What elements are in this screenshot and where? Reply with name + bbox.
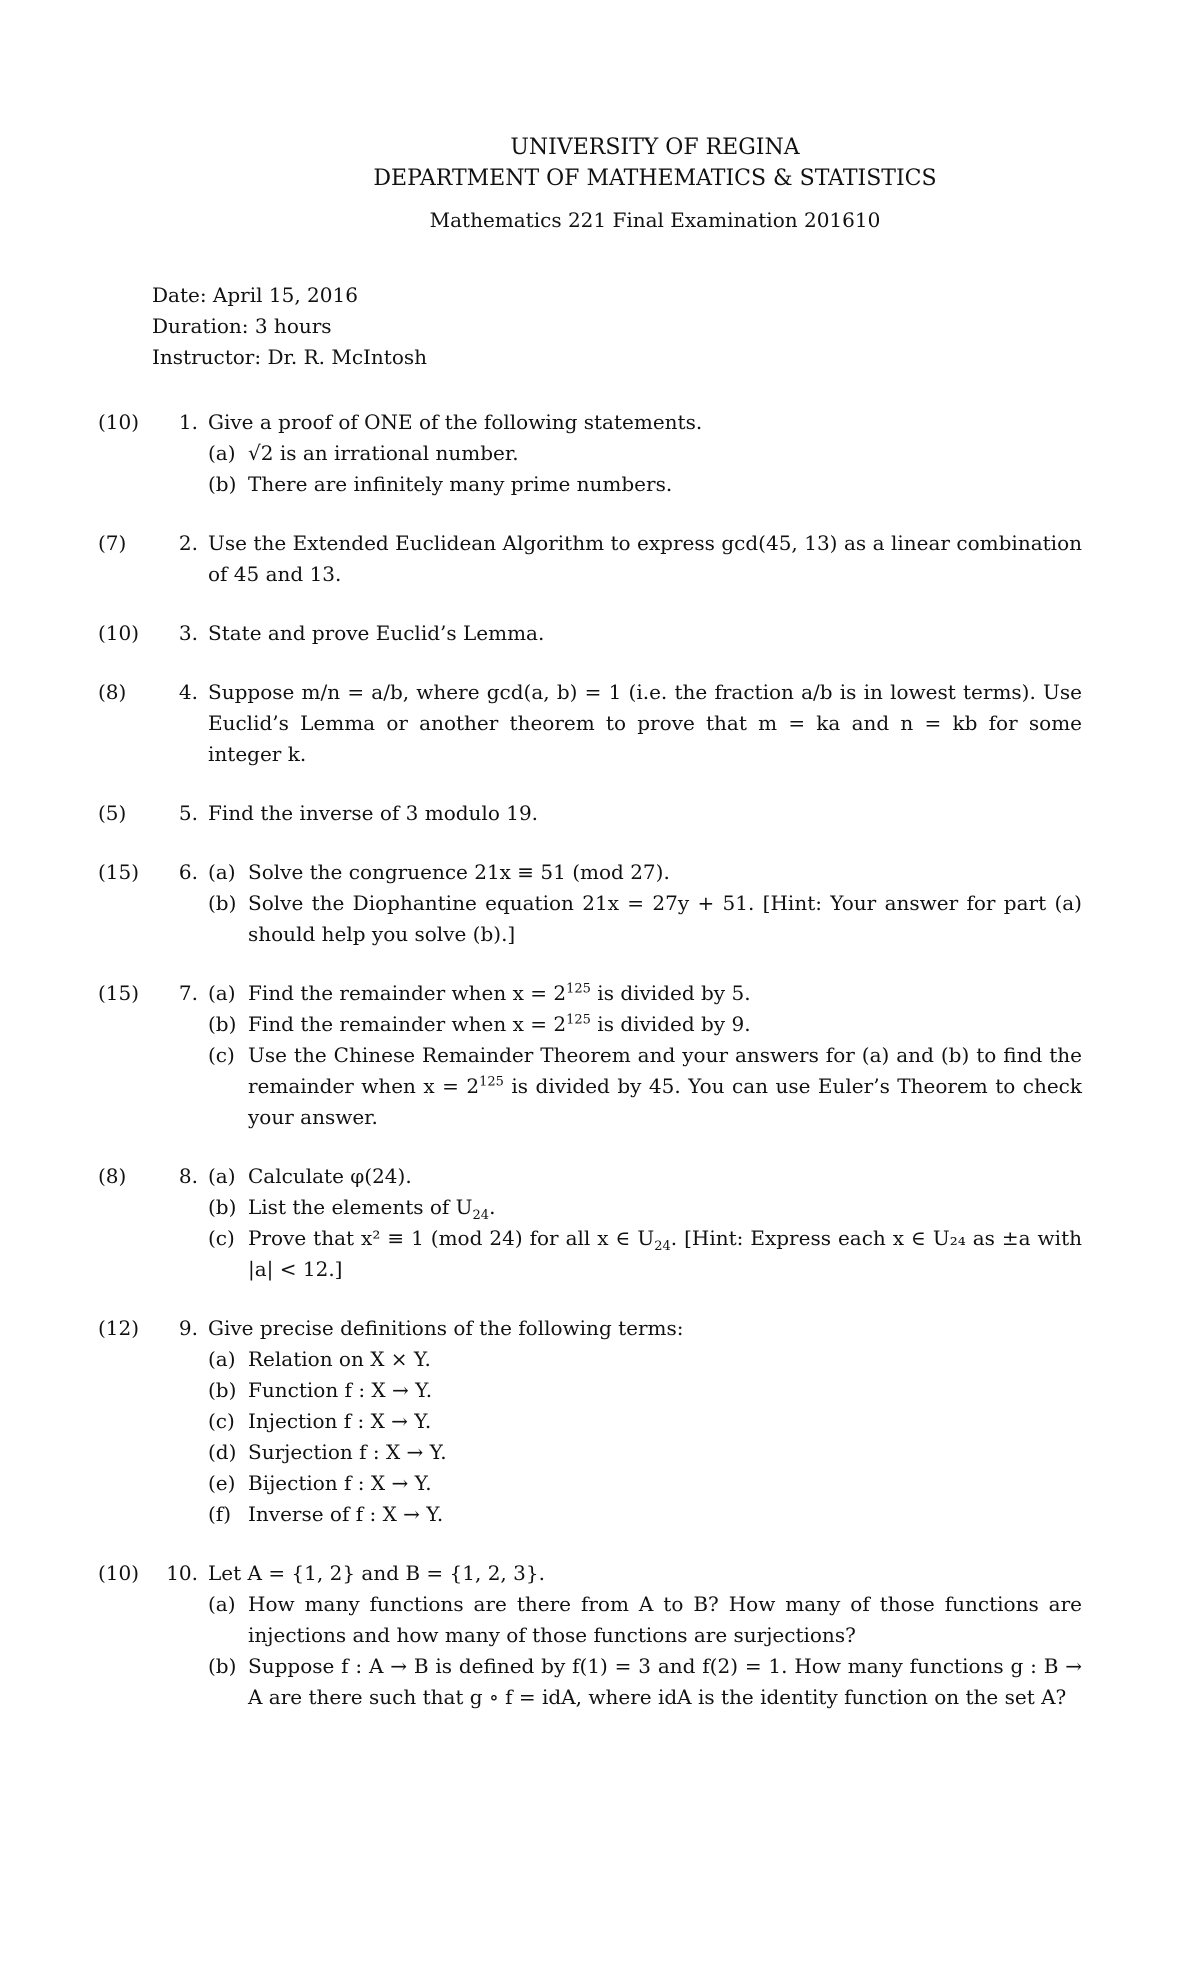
part-text: Solve the congruence 21x ≡ 51 (mod 27).: [248, 860, 670, 884]
question-number: 7.: [178, 981, 198, 1005]
part-label: (b): [208, 891, 237, 915]
part-text: Injection f : X → Y.: [248, 1409, 432, 1433]
question-part: [208, 1344, 1082, 1375]
part-text: [248, 1009, 1082, 1040]
part-text: √2 is an irrational number.: [248, 441, 519, 465]
question-marks: (10): [98, 1561, 140, 1585]
question-marks: (12): [98, 1316, 140, 1340]
part-text: [248, 1223, 1082, 1285]
part-text: Bijection f : X → Y.: [248, 1471, 432, 1495]
question-4: [98, 677, 1082, 770]
question-number: 8.: [178, 1164, 198, 1188]
question-number: 6.: [178, 860, 198, 884]
question-part: [208, 857, 1082, 888]
question-marks: (8): [98, 1164, 127, 1188]
question-number: 1.: [178, 410, 198, 434]
part-text-before: Find the remainder when x = 2: [248, 981, 567, 1005]
question-marks: (10): [98, 621, 140, 645]
question-part: [208, 1192, 1082, 1223]
question-body: [208, 1558, 1082, 1713]
part-label: (b): [208, 1195, 237, 1219]
question-body: [208, 1161, 1082, 1285]
question-number: 10.: [166, 1561, 198, 1585]
part-text: Calculate φ(24).: [248, 1164, 412, 1188]
question-marks: (5): [98, 801, 127, 825]
question-stem: Give precise definitions of the following terms:: [208, 1316, 684, 1340]
question-10: [98, 1558, 1082, 1713]
part-label: (a): [208, 1592, 236, 1616]
question-part: [208, 1009, 1082, 1040]
part-label: (f): [208, 1502, 232, 1526]
part-label: (a): [208, 441, 236, 465]
part-text: [248, 1040, 1082, 1133]
question-stem: Use the Extended Euclidean Algorithm to express gcd(45, 13) as a linear combination of 45 and 13.: [208, 531, 1082, 586]
question-marks: (8): [98, 680, 127, 704]
exponent: 125: [566, 981, 591, 997]
question-body: [208, 618, 1082, 649]
question-part: [208, 1040, 1082, 1133]
part-text-after: . [Hint: Express each x ∈ U₂₄ as ±a with |a| < 12.]: [248, 1226, 1082, 1281]
part-text-after: is divided by 9.: [590, 1012, 751, 1036]
question-part: [208, 438, 1082, 469]
question-number: 5.: [178, 801, 198, 825]
exam-duration: Duration: 3 hours: [152, 314, 332, 338]
question-stem: Find the inverse of 3 modulo 19.: [208, 801, 539, 825]
question-part: [208, 1499, 1082, 1530]
part-label: (c): [208, 1226, 235, 1250]
question-body: [208, 528, 1082, 590]
question-marks: (15): [98, 860, 140, 884]
question-9: [98, 1313, 1082, 1530]
part-label: (b): [208, 472, 237, 496]
question-marks: (10): [98, 410, 140, 434]
question-marks: (7): [98, 531, 127, 555]
question-body: [208, 677, 1082, 770]
part-label: (b): [208, 1012, 237, 1036]
question-number: 2.: [178, 531, 198, 555]
question-1: [98, 407, 1082, 500]
question-number: 4.: [178, 680, 198, 704]
exam-instructor: Instructor: Dr. R. McIntosh: [152, 345, 428, 369]
part-text: Solve the Diophantine equation 21x = 27y + 51. [Hint: Your answer for part (a) should help you solve (b).]: [248, 891, 1082, 946]
part-text: Relation on X × Y.: [248, 1347, 431, 1371]
question-3: [98, 618, 1082, 649]
exam-date: Date: April 15, 2016: [152, 283, 358, 307]
question-part: [208, 1375, 1082, 1406]
part-text-before: Use the Chinese Remainder Theorem and your answers for (a) and (b) to find the remainder when x = 2: [248, 1043, 1082, 1098]
question-body: [208, 407, 1082, 500]
question-2: [98, 528, 1082, 590]
part-label: (a): [208, 981, 236, 1005]
part-text-before: List the elements of U: [248, 1195, 473, 1219]
question-8: [98, 1161, 1082, 1285]
department-name: DEPARTMENT OF MATHEMATICS & STATISTICS: [373, 166, 937, 191]
exam-title: Mathematics 221 Final Examination 201610: [429, 208, 881, 232]
question-part: [208, 1589, 1082, 1651]
subscript: 24: [472, 1208, 490, 1223]
exponent: 125: [566, 1012, 591, 1028]
exam-header: [110, 132, 1200, 236]
question-stem: Give a proof of ONE of the following statements.: [208, 410, 703, 434]
question-part: [208, 1223, 1082, 1285]
question-part: [208, 1651, 1082, 1713]
question-stem: State and prove Euclid’s Lemma.: [208, 621, 545, 645]
part-text: Surjection f : X → Y.: [248, 1440, 447, 1464]
part-text: Function f : X → Y.: [248, 1378, 433, 1402]
part-text-after: .: [489, 1195, 496, 1219]
part-text-before: Prove that x² ≡ 1 (mod 24) for all x ∈ U: [248, 1226, 655, 1250]
question-part: [208, 469, 1082, 500]
exponent: 125: [479, 1074, 504, 1090]
part-label: (d): [208, 1440, 237, 1464]
question-5: [98, 798, 1082, 829]
part-label: (b): [208, 1654, 237, 1678]
question-part: [208, 1468, 1082, 1499]
part-text-after: is divided by 5.: [590, 981, 751, 1005]
part-text: Inverse of f : X → Y.: [248, 1502, 444, 1526]
question-7: [98, 978, 1082, 1133]
subscript: 24: [654, 1239, 671, 1254]
part-label: (a): [208, 1164, 236, 1188]
part-label: (c): [208, 1043, 235, 1067]
part-label: (e): [208, 1471, 236, 1495]
part-text: [248, 978, 1082, 1009]
part-text: There are infinitely many prime numbers.: [248, 472, 673, 496]
question-list: [0, 407, 1200, 1713]
part-label: (c): [208, 1409, 235, 1433]
part-text-before: Find the remainder when x = 2: [248, 1012, 567, 1036]
question-number: 9.: [178, 1316, 198, 1340]
part-text: [248, 1192, 1082, 1223]
part-text: How many functions are there from A to B? How many of those functions are injections and how many of those functions are surjections?: [248, 1592, 1082, 1647]
part-label: (a): [208, 860, 236, 884]
part-label: (b): [208, 1378, 237, 1402]
part-label: (a): [208, 1347, 236, 1371]
question-body: [208, 857, 1082, 950]
question-stem: Suppose m/n = a/b, where gcd(a, b) = 1 (i.e. the fraction a/b is in lowest terms). Use Euclid’s Lemma or another theorem to prove that m = ka and n = kb for some integer k.: [208, 680, 1082, 766]
part-text: Suppose f : A → B is defined by f(1) = 3 and f(2) = 1. How many functions g : B → A are there such that g ∘ f = idA, where idA is the identity function on the set A?: [248, 1654, 1082, 1709]
question-6: [98, 857, 1082, 950]
question-part: [208, 888, 1082, 950]
question-number: 3.: [178, 621, 198, 645]
question-body: [208, 978, 1082, 1133]
question-body: [208, 1313, 1082, 1530]
question-part: [208, 1406, 1082, 1437]
exam-meta: [152, 280, 1200, 373]
question-marks: (15): [98, 981, 140, 1005]
part-text-after: is divided by 45. You can use Euler’s Theorem to check your answer.: [248, 1074, 1082, 1129]
question-part: [208, 978, 1082, 1009]
question-stem: Let A = {1, 2} and B = {1, 2, 3}.: [208, 1561, 545, 1585]
question-part: [208, 1161, 1082, 1192]
question-body: [208, 798, 1082, 829]
question-part: [208, 1437, 1082, 1468]
university-name: UNIVERSITY OF REGINA: [510, 135, 800, 160]
